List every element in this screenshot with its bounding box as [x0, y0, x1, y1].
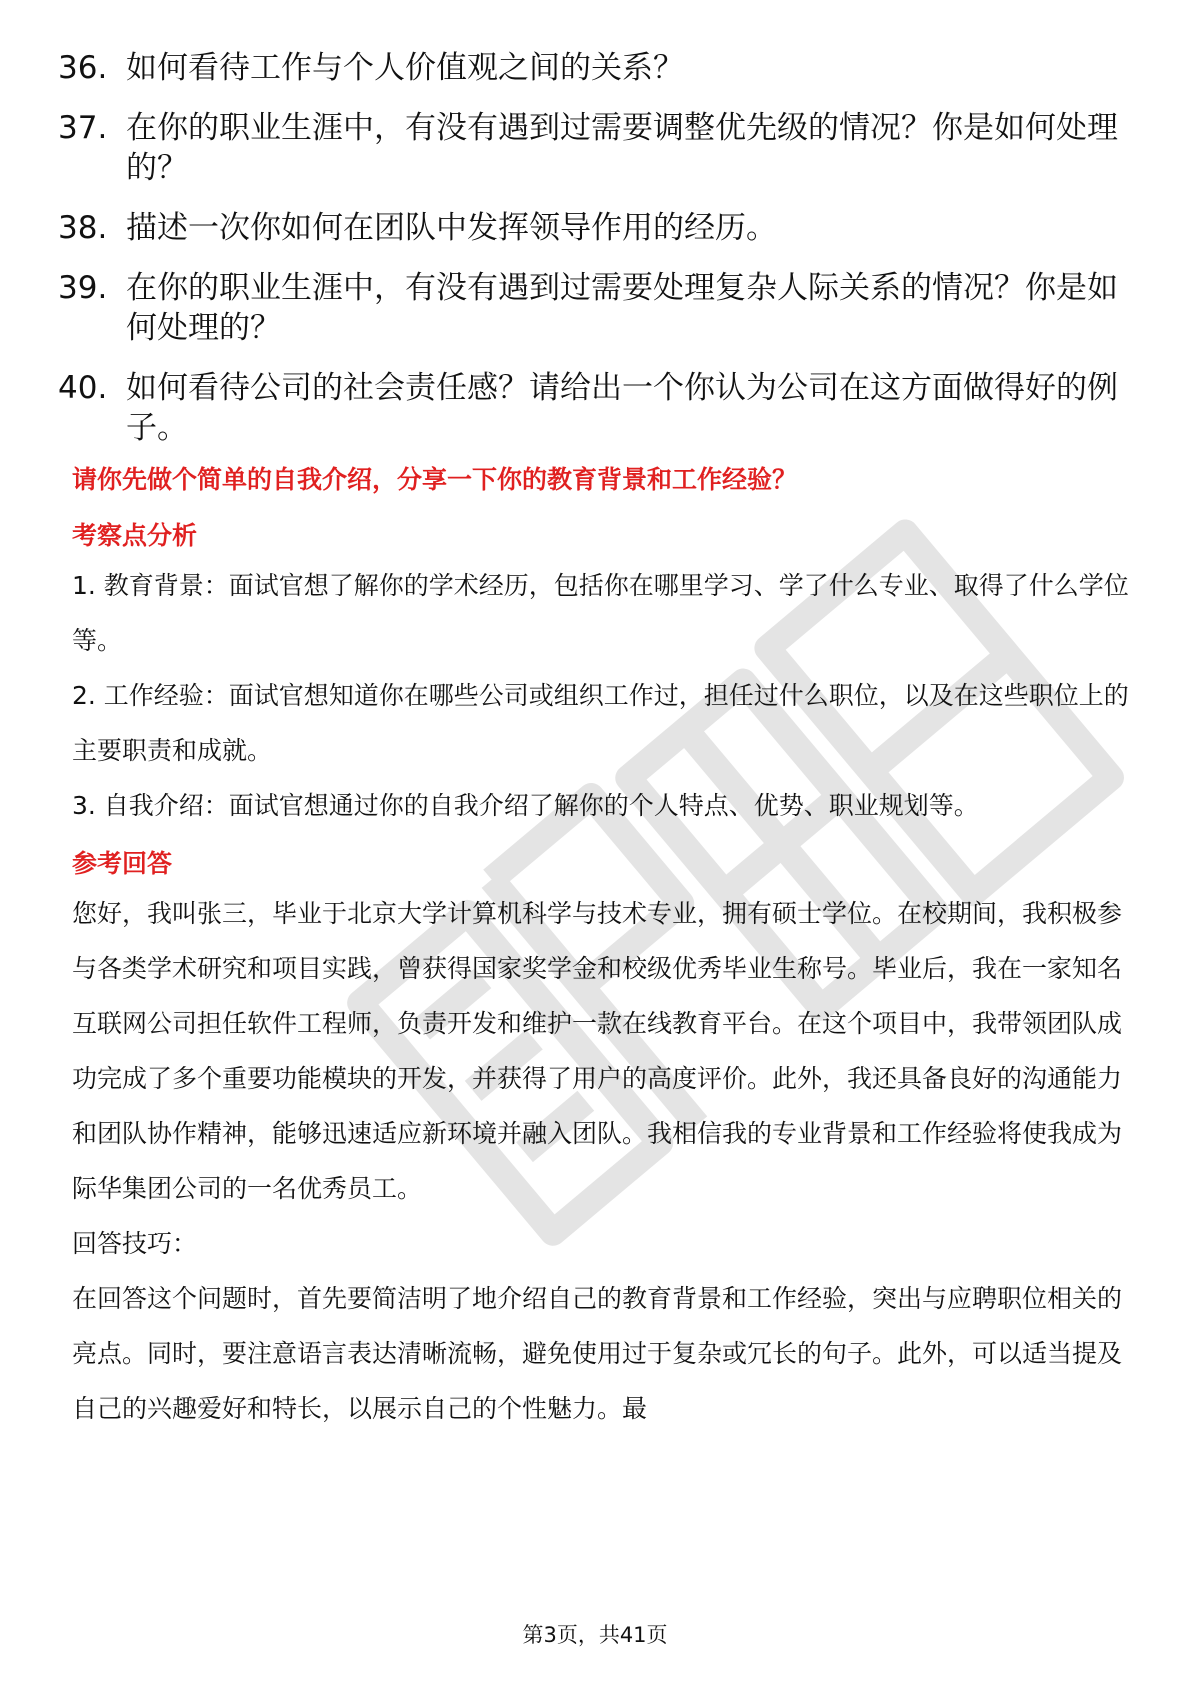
tips-body: 在回答这个问题时，首先要简洁明了地介绍自己的教育背景和工作经验，突出与应聘职位相关的亮点。同时，要注意语言表达清晰流畅，避免使用过于复杂或冗长的句子。此外，可以适当提及自己的兴趣爱好和特长，以展示自己的个性魅力。最	[72, 1284, 1123, 1423]
question-number: 38.	[58, 210, 108, 246]
question-text: 在你的职业生涯中，有没有遇到过需要调整优先级的情况？你是如何处理的？	[126, 110, 1118, 186]
analysis-point: 2. 工作经验：面试官想知道你在哪些公司或组织工作过，担任过什么职位，以及在这些职位上的主要职责和成就。	[72, 681, 1129, 765]
list-item	[58, 108, 1138, 188]
list-item	[58, 48, 1138, 88]
answer-content	[72, 886, 1132, 1436]
list-item	[58, 268, 1138, 348]
answer-heading: 参考回答	[72, 849, 173, 878]
question-section	[72, 462, 1132, 498]
answer-body: 您好，我叫张三，毕业于北京大学计算机科学与技术专业，拥有硕士学位。在校期间，我积极参与各类学术研究和项目实践，曾获得国家奖学金和校级优秀毕业生称号。毕业后，我在一家知名互联网公司担任软件工程师，负责开发和维护一款在线教育平台。在这个项目中，我带领团队成功完成了多个重要功能模块的开发，并获得了用户的高度评价。此外，我还具备良好的沟通能力和团队协作精神，能够迅速适应新环境并融入团队。我相信我的专业背景和工作经验将使我成为际华集团公司的一名优秀员工。	[72, 899, 1123, 1203]
question-number: 37.	[58, 110, 108, 146]
page-footer: 第3页，共41页	[522, 1623, 668, 1647]
question-text: 如何看待工作与个人价值观之间的关系？	[126, 50, 684, 86]
analysis-point: 1. 教育背景：面试官想了解你的学术经历，包括你在哪里学习、学了什么专业、取得了什么学位等。	[72, 571, 1129, 655]
question-text: 如何看待公司的社会责任感？请给出一个你认为公司在这方面做得好的例子。	[126, 370, 1118, 446]
question-text: 描述一次你如何在团队中发挥领导作用的经历。	[126, 210, 777, 246]
question-list	[58, 48, 1138, 468]
answer-section	[72, 846, 1132, 882]
question-heading: 请你先做个简单的自我介绍，分享一下你的教育背景和工作经验？	[72, 465, 798, 494]
question-number: 40.	[58, 370, 108, 406]
analysis-points	[72, 558, 1132, 833]
analysis-section	[72, 518, 1132, 554]
tips-label: 回答技巧：	[72, 1229, 198, 1258]
list-item	[58, 368, 1138, 448]
question-number: 36.	[58, 50, 108, 86]
question-number: 39.	[58, 270, 108, 306]
question-text: 在你的职业生涯中，有没有遇到过需要处理复杂人际关系的情况？你是如何处理的？	[126, 270, 1118, 346]
list-item	[58, 208, 1138, 248]
analysis-heading: 考察点分析	[72, 521, 198, 550]
analysis-point: 3. 自我介绍：面试官想通过你的自我介绍了解你的个人特点、优势、职业规划等。	[72, 791, 979, 820]
